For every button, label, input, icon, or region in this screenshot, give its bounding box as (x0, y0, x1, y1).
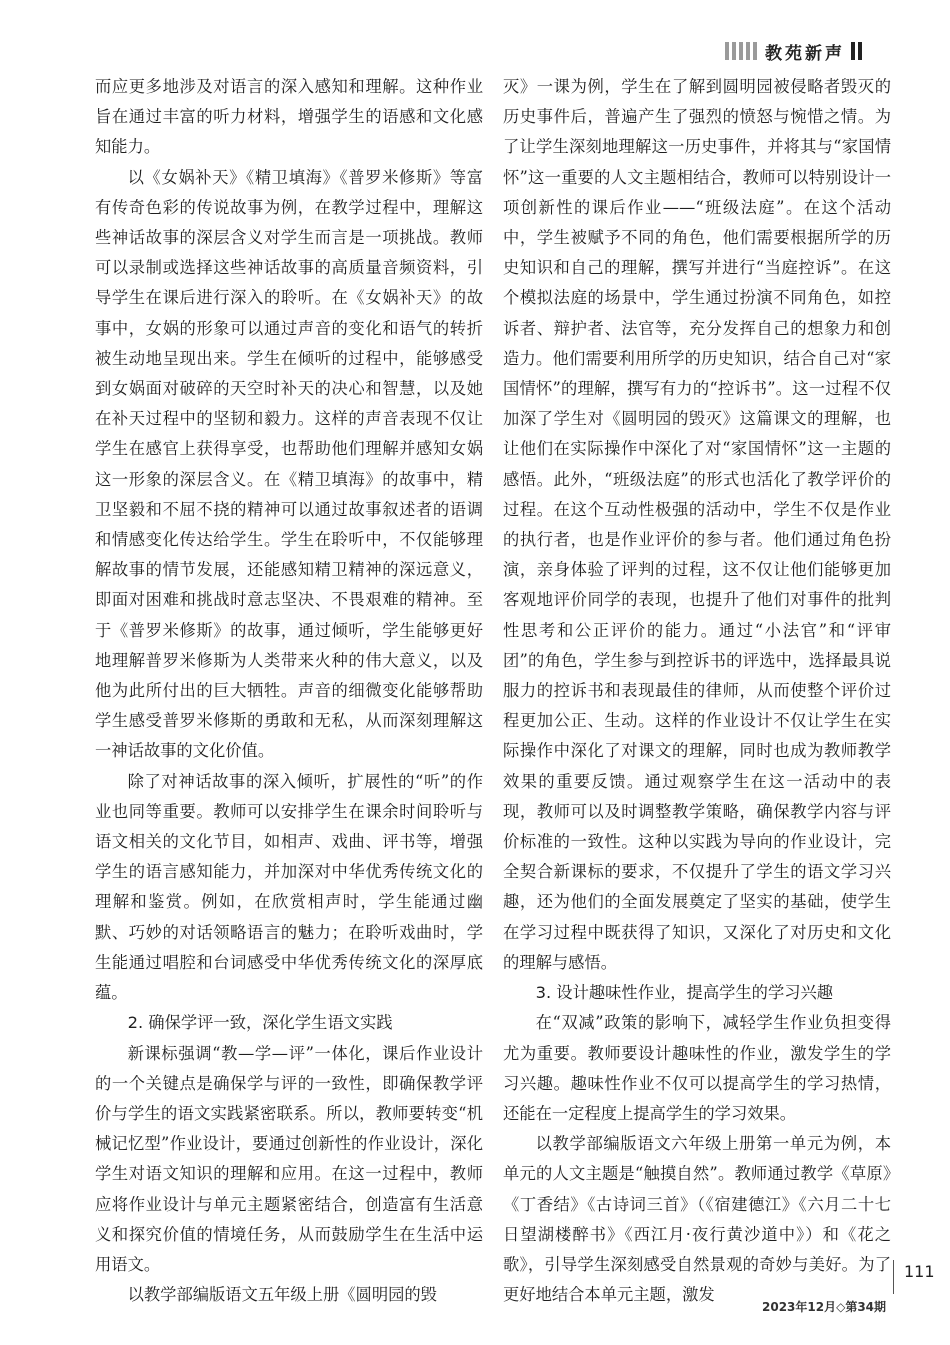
right-column (503, 72, 891, 1310)
page-number: 111 (904, 1262, 935, 1281)
paragraph: 在“双减”政策的影响下，减轻学生作业负担变得尤为重要。教师要设计趣味性的作业，激发学生的学习兴趣。趣味性作业不仅可以提高学生的学习热情，还能在一定程度上提高学生的学习效果。 (503, 1013, 891, 1123)
paragraph: 除了对神话故事的深入倾听，扩展性的“听”的作业也同等重要。教师可以安排学生在课余时间聆听与语文相关的文化节目，如相声、戏曲、评书等，增强学生的语言感知能力，并加深对中华优秀传统文化的理解和鉴赏。例如，在欣赏相声时，学生能通过幽默、巧妙的对话领略语言的魅力；在聆听戏曲时，学生能通过唱腔和台词感受中华优秀传统文化的深厚底蕴。 (95, 771, 483, 1003)
paragraph: 新课标强调“教—学—评”一体化，课后作业设计的一个关键点是确保学与评的一致性，即确保教学评价与学生的语文实践紧密联系。所以，教师要转变“机械记忆型”作业设计，要通过创新性的作业设计，深化学生对语文知识的理解和应用。在这一过程中，教师应将作业设计与单元主题紧密结合，创造富有生活意义和探究价值的情境任务，从而鼓励学生在生活中运用语文。 (95, 1043, 483, 1274)
paragraph: 以教学部编版语文五年级上册《圆明园的毁 (127, 1285, 437, 1305)
issue-label: 2023年12月◇第34期 (762, 1300, 887, 1314)
page-number-box (893, 1260, 950, 1294)
paragraph: 以教学部编版语文六年级上册第一单元为例，本单元的人文主题是“触摸自然”。教师通过教学《草原》《丁香结》《古诗词三首》（《宿建德江》《六月二十七日望湖楼醉书》《西江月·夜行黄沙道中》）和《花之歌》，引导学生深刻感受自然景观的奇妙与美好。为了更好地结合本单元主题，激发 (503, 1134, 891, 1305)
paragraph: 而应更多地涉及对语言的深入感知和理解。这种作业旨在通过丰富的听力材料，增强学生的语感和文化感知能力。 (95, 77, 483, 157)
header-title: 教苑新声 (765, 43, 845, 64)
running-header (725, 38, 920, 64)
left-column (95, 72, 483, 1310)
section-heading: 3. 设计趣味性作业，提高学生的学习兴趣 (535, 983, 834, 1003)
paragraph: 灭》一课为例，学生在了解到圆明园被侵略者毁灭的历史事件后，普遍产生了强烈的愤怒与惋惜之情。为了让学生深刻地理解这一历史事件，并将其与“家国情怀”这一重要的人文主题相结合，教师可以特别设计一项创新性的课后作业——“班级法庭”。在这个活动中，学生被赋予不同的角色，他们需要根据所学的历史知识和自己的理解，撰写并进行“当庭控诉”。在这个模拟法庭的场景中，学生通过扮演不同角色，如控诉者、辩护者、法官等，充分发挥自己的想象力和创造力。他们需要利用所学的历史知识，结合自己对“家国情怀”的理解，撰写有力的“控诉书”。这一过程不仅加深了学生对《圆明园的毁灭》这篇课文的理解，也让他们在实际操作中深化了对“家国情怀”这一主题的感悟。此外，“班级法庭”的形式也活化了教学评价的过程。在这个互动性极强的活动中，学生不仅是作业的执行者，也是作业评价的参与者。他们通过角色扮演，亲身体验了评判的过程，这不仅让他们能够更加客观地评价同学的表现，也提升了他们对事件的批判性思考和公正评价的能力。通过“小法官”和“评审团”的角色，学生参与到控诉书的评选中，选择最具说服力的控诉书和表现最佳的律师，从而使整个评价过程更加公正、生动。这样的作业设计不仅让学生在实际操作中深化了对课文的理解，同时也成为教师教学效果的重要反馈。通过观察学生在这一活动中的表现，教师可以及时调整教学策略，确保教学内容与评价标准的一致性。这种以实践为导向的作业设计，完全契合新课标的要求，不仅提升了学生的语文学习兴趣，还为他们的全面发展奠定了坚实的基础，使学生在学习过程中既获得了知识，又深化了对历史和文化的理解与感悟。 (503, 77, 891, 972)
paragraph: 以《女娲补天》《精卫填海》《普罗米修斯》等富有传奇色彩的传说故事为例，在教学过程中，理解这些神话故事的深层含义对学生而言是一项挑战。教师可以录制或选择这些神话故事的高质量音频资料，引导学生在课后进行深入的聆听。在《女娲补天》的故事中，女娲的形象可以通过声音的变化和语气的转折被生动地呈现出来。学生在倾听的过程中，能够感受到女娲面对破碎的天空时补天的决心和智慧，以及她在补天过程中的坚韧和毅力。这样的声音表现不仅让学生在感官上获得享受，也帮助他们理解并感知女娲这一形象的深层含义。在《精卫填海》的故事中，精卫坚毅和不屈不挠的精神可以通过故事叙述者的语调和情感变化传达给学生。学生在聆听中，不仅能够理解故事的情节发展，还能感知精卫精神的深远意义，即面对困难和挑战时意志坚决、不畏艰难的精神。至于《普罗米修斯》的故事，通过倾听，学生能够更好地理解普罗米修斯为人类带来火种的伟大意义，以及他为此所付出的巨大牺牲。声音的细微变化能够帮助学生感受普罗米修斯的勇敢和无私，从而深刻理解这一神话故事的文化价值。 (95, 167, 483, 761)
section-heading: 2. 确保学评一致，深化学生语文实践 (127, 1013, 393, 1033)
header-bars-right (851, 42, 862, 60)
header-bars-left (725, 42, 757, 60)
